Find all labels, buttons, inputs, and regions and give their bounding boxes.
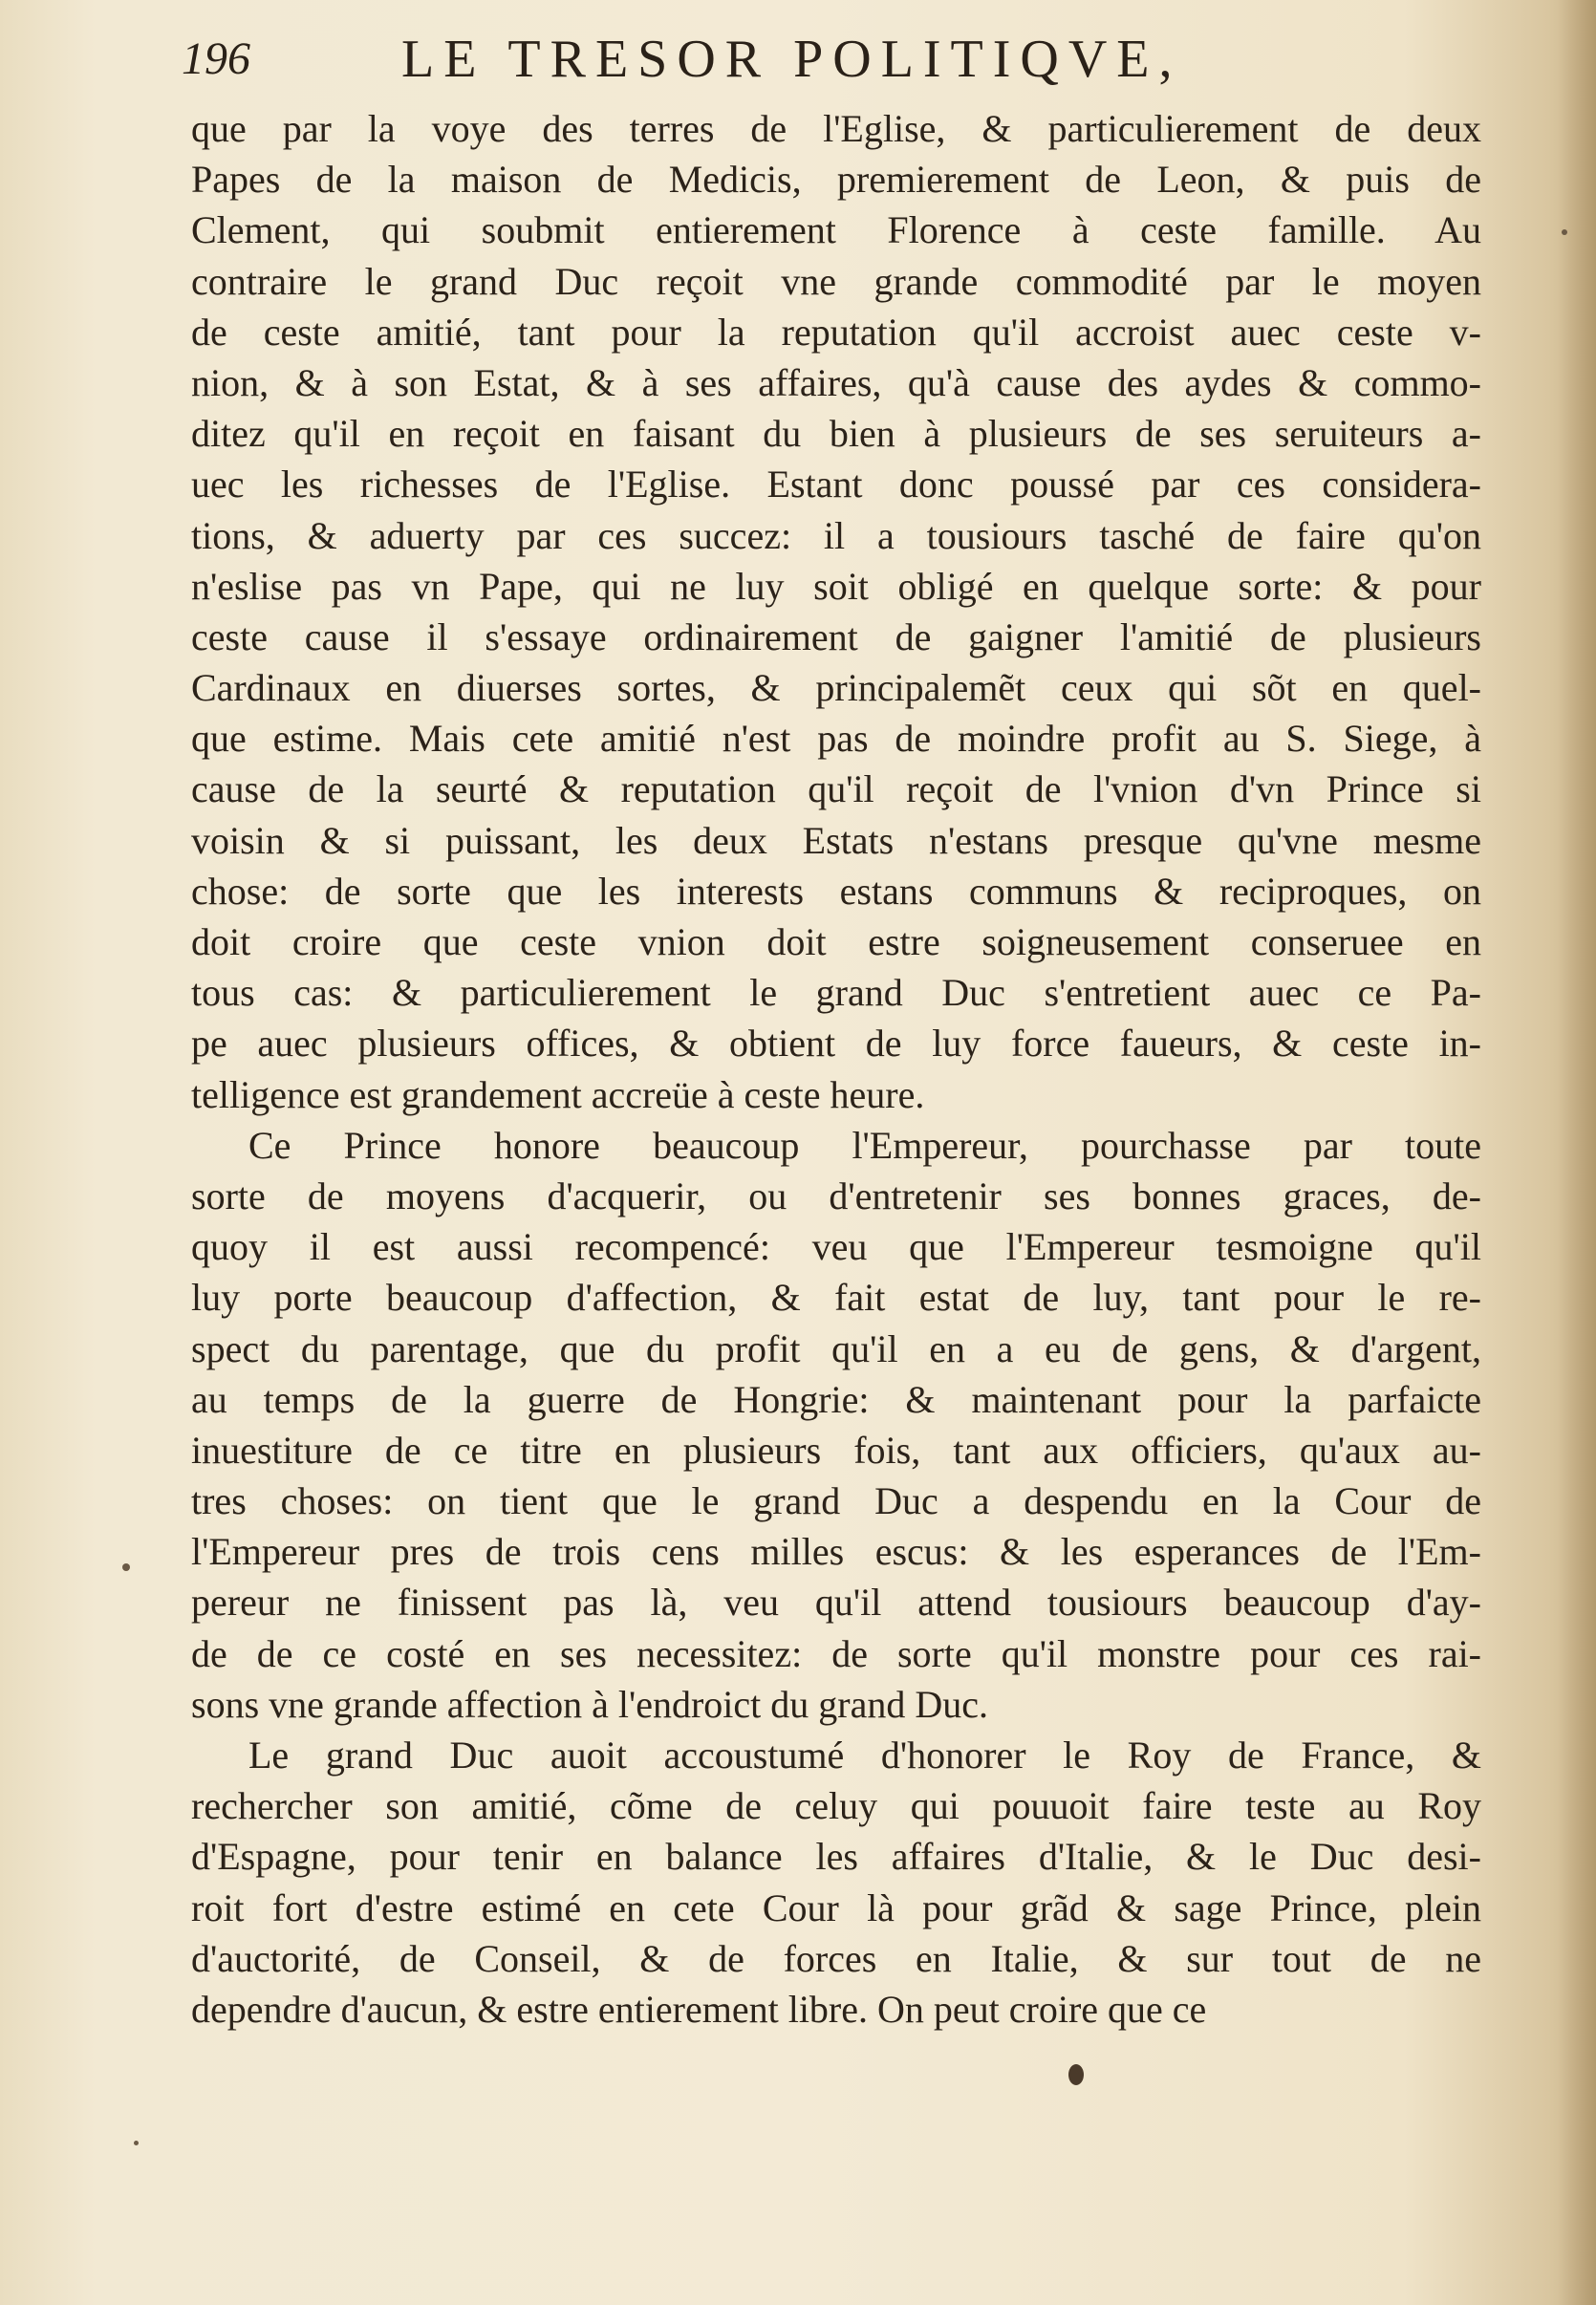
text-line: d'Espagne, pour tenir en balance les affaires d'Italie, & le Duc desi- <box>191 1835 1481 1879</box>
text-line: chose: de sorte que les interests estans communs & reciproques, on <box>191 869 1481 913</box>
text-line: tions, & aduerty par ces succez: il a tousiours tasché de faire qu'on <box>191 513 1481 557</box>
text-line: nion, & à son Estat, & à ses affaires, qu'à cause des aydes & commo- <box>191 360 1481 404</box>
text-line: roit fort d'estre estimé en cete Cour là pour grãd & sage Prince, plein <box>191 1885 1481 1929</box>
text-line: pe auec plusieurs offices, & obtient de luy force faueurs, & ceste in- <box>191 1022 1481 1066</box>
text-line: doit croire que ceste vnion doit estre soigneusement conseruee en <box>191 920 1481 963</box>
text-line: n'eslise pas vn Pape, qui ne luy soit obligé en quelque sorte: & pour <box>191 564 1481 608</box>
text-line: sorte de moyens d'acquerir, ou d'entretenir ses bonnes graces, de- <box>191 1174 1481 1217</box>
body-text <box>191 103 1481 2035</box>
text-line: voisin & si puissant, les deux Estats n'estans presque qu'vne mesme <box>191 818 1481 862</box>
ink-speck <box>1562 229 1567 235</box>
text-line: telligence est grandement accreüe à ceste heure. <box>191 1072 925 1116</box>
ink-speck <box>134 2141 139 2145</box>
running-title: LE TRESOR POLITIQVE, <box>401 30 1182 89</box>
text-line: pereur ne finissent pas là, veu qu'il attend tousiours beaucoup d'ay- <box>191 1581 1481 1625</box>
text-line: Clement, qui soubmit entierement Florence à ceste famille. Au <box>191 208 1481 252</box>
text-line: tous cas: & particulierement le grand Duc s'entretient auec ce Pa- <box>191 971 1481 1015</box>
text-line: sons vne grande affection à l'endroict du grand Duc. <box>191 1682 988 1726</box>
paragraph <box>191 1120 1481 1730</box>
text-line: inuestiture de ce titre en plusieurs fois, tant aux officiers, qu'aux au- <box>191 1428 1481 1472</box>
text-line: Cardinaux en diuerses sortes, & principalemẽt ceux qui sõt en quel- <box>191 666 1481 710</box>
text-line: cause de la seurté & reputation qu'il reçoit de l'vnion d'vn Prince si <box>191 767 1481 811</box>
text-line: ceste cause il s'essaye ordinairement de gaigner l'amitié de plusieurs <box>191 614 1481 658</box>
ink-mark <box>1068 2064 1084 2085</box>
text-line: ditez qu'il en reçoit en faisant du bien à plusieurs de ses seruiteurs a- <box>191 412 1481 456</box>
ink-speck <box>122 1563 130 1571</box>
text-line: contraire le grand Duc reçoit vne grande commodité par le moyen <box>191 259 1481 303</box>
text-line: de de ce costé en ses necessitez: de sorte qu'il monstre pour ces rai- <box>191 1631 1481 1675</box>
paragraph <box>191 103 1481 1120</box>
text-line: d'auctorité, de Conseil, & de forces en Italie, & sur tout de ne <box>191 1936 1481 1980</box>
text-line: spect du parentage, que du profit qu'il en a eu de gens, & d'argent, <box>191 1326 1481 1370</box>
text-line: luy porte beaucoup d'affection, & fait estat de luy, tant pour le re- <box>191 1276 1481 1320</box>
text-line: l'Empereur pres de trois cens milles escus: & les esperances de l'Em- <box>191 1530 1481 1574</box>
paragraph <box>191 1730 1481 2035</box>
text-line: de ceste amitié, tant pour la reputation qu'il accroist auec ceste v- <box>191 310 1481 354</box>
text-line: Papes de la maison de Medicis, premierement de Leon, & puis de <box>191 158 1481 202</box>
text-line: tres choses: on tient que le grand Duc a despendu en la Cour de <box>191 1479 1481 1523</box>
text-line: dependre d'aucun, & estre entierement libre. On peut croire que ce <box>191 1987 1207 2031</box>
text-line: que par la voye des terres de l'Eglise, & particulierement de deux <box>191 107 1481 150</box>
page-edge-shadow <box>1558 0 1596 2305</box>
page-number: 196 <box>182 33 250 84</box>
text-line: quoy il est aussi recompencé: veu que l'Empereur tesmoigne qu'il <box>191 1225 1481 1269</box>
text-line: Le grand Duc auoit accoustumé d'honorer le Roy de France, & <box>248 1734 1481 1777</box>
page-header <box>182 29 1481 96</box>
text-line: que estime. Mais cete amitié n'est pas de moindre profit au S. Siege, à <box>191 717 1481 761</box>
text-line: uec les richesses de l'Eglise. Estant donc poussé par ces considera- <box>191 463 1481 506</box>
text-line: rechercher son amitié, cõme de celuy qui pouuoit faire teste au Roy <box>191 1784 1481 1828</box>
text-line: Ce Prince honore beaucoup l'Empereur, pourchasse par toute <box>248 1123 1481 1167</box>
text-line: au temps de la guerre de Hongrie: & maintenant pour la parfaicte <box>191 1377 1481 1421</box>
